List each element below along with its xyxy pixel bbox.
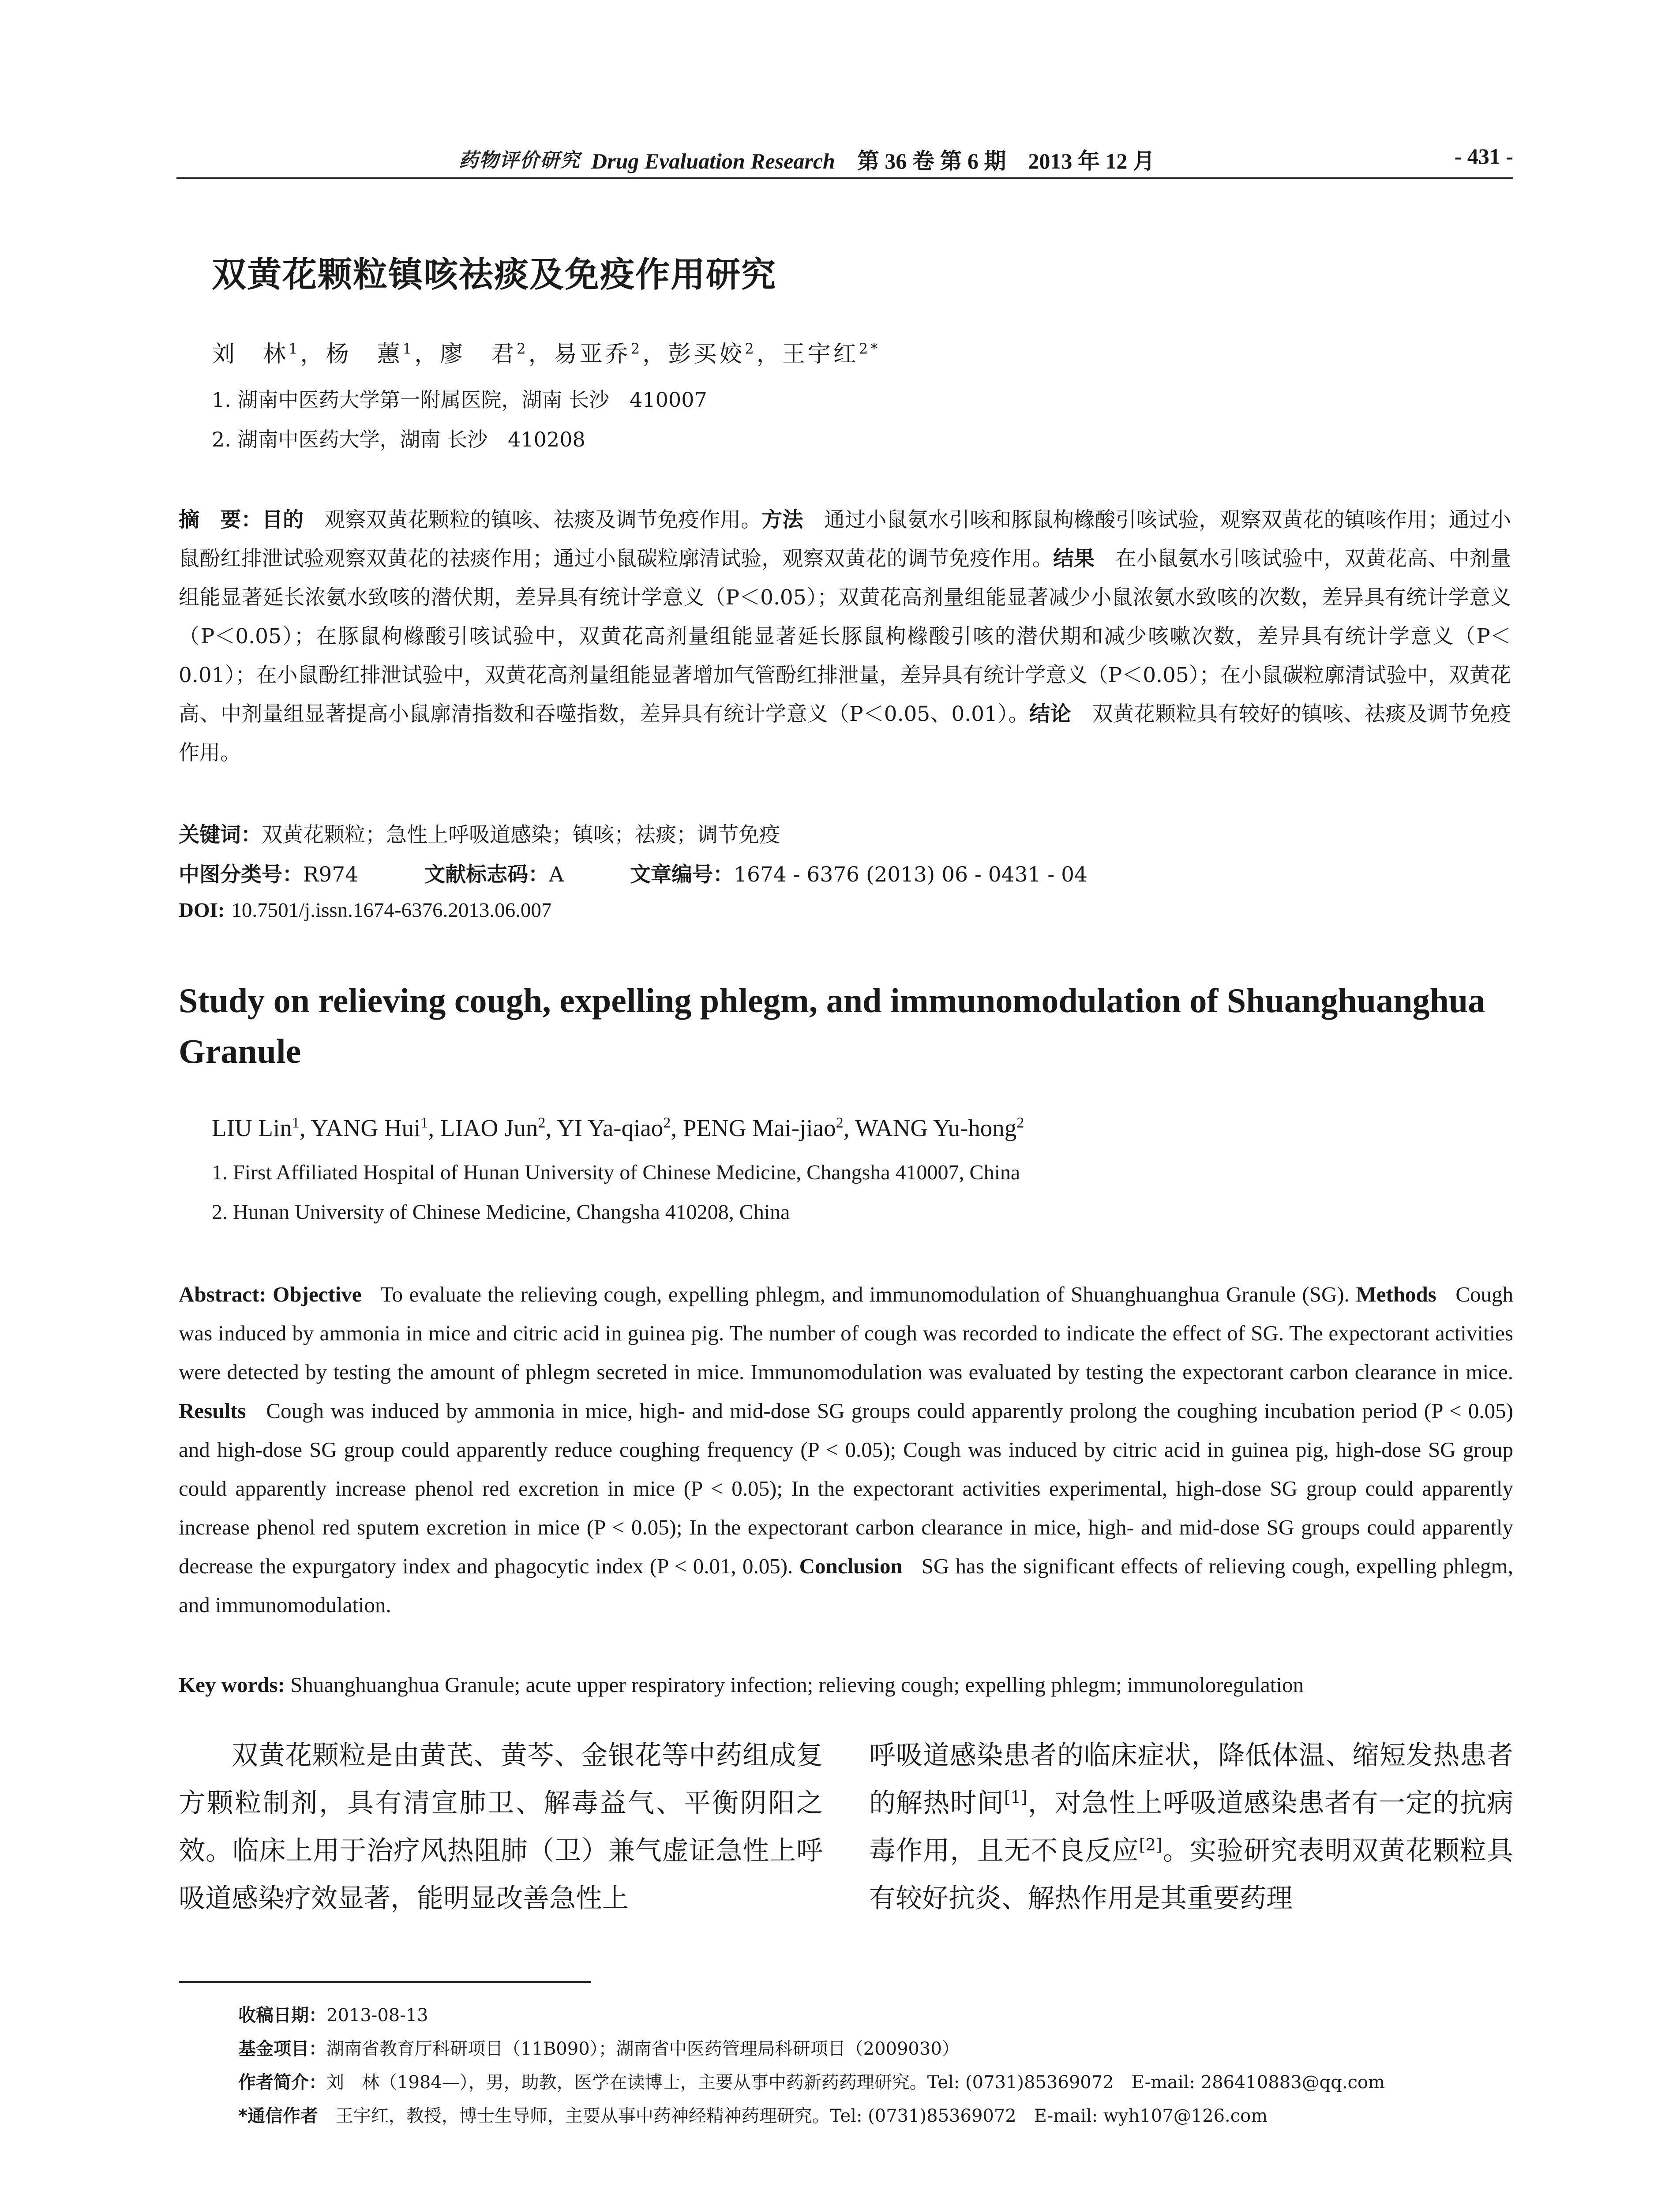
author-affiliation-mark: 1: [402, 340, 415, 357]
clc-value: R974: [303, 863, 359, 887]
author-affiliation-mark: 2*: [859, 340, 881, 357]
body-right-text-2: ，对急性上呼吸道感染患者有一定的抗病毒作用，且无不良反应: [869, 1788, 1513, 1866]
classification-line: [179, 858, 1088, 888]
author-name: 易亚乔: [554, 341, 631, 368]
en-methods-label: Methods: [1356, 1282, 1436, 1306]
corresponding-label: *通信作者: [238, 2106, 318, 2126]
author-separator: ，: [414, 341, 440, 368]
english-keywords: [179, 1666, 1513, 1704]
author-separator: ,: [428, 1114, 440, 1141]
corresponding-text: 王宇红，教授，博士生导师，主要从事中药神经精神药理研究。Tel: (0731)85369072 E-mail: wyh107@126.com: [335, 2106, 1268, 2126]
footnote-fund: [238, 2032, 1518, 2066]
running-header: [176, 143, 1513, 174]
chinese-affiliation-1: 1. 湖南中医药大学第一附属医院，湖南 长沙 410007: [212, 388, 707, 412]
author-separator: ,: [299, 1114, 311, 1141]
article-no-label: 文章编号：: [630, 863, 734, 887]
english-author-list: [212, 1114, 1024, 1142]
author-name: 彭买姣: [668, 341, 745, 368]
author-bio-text: 刘 林（1984—），男，助教，医学在读博士，主要从事中药新药药理研究。Tel: (0731)85369072 E-mail: 286410883@qq.com: [326, 2072, 1385, 2093]
author-name: 廖 君: [440, 341, 517, 368]
body-column-right: [869, 1732, 1513, 1922]
author-affiliation-mark: 1: [292, 1114, 300, 1131]
en-conclusion-text: SG has the significant effects of relieving cough, expelling phlegm, and immunomodulation.: [179, 1554, 1514, 1617]
author-separator: ,: [545, 1114, 557, 1141]
author-separator: ,: [671, 1114, 683, 1141]
chinese-keywords: [179, 818, 780, 848]
author-separator: ，: [528, 341, 554, 368]
author-affiliation-mark: 2: [836, 1114, 844, 1131]
body-right-text-1: 呼吸道感染患者的临床症状，降低体温、缩短发热患者的解热时间: [869, 1740, 1513, 1819]
citation-2[interactable]: [2]: [1139, 1835, 1162, 1854]
page-number: - 431 -: [1454, 144, 1513, 169]
methods-text: 通过小鼠氨水引咳和豚鼠枸橼酸引咳试验，观察双黄花的镇咳作用；通过小鼠酚红排泄试验观察双黄花的祛痰作用；通过小鼠碳粒廓清试验，观察双黄花的调节免疫作用。: [179, 508, 1511, 571]
english-affiliation-2: 2. Hunan University of Chinese Medicine, Changsha 410208, China: [212, 1201, 790, 1224]
author-affiliation-mark: 2: [745, 340, 757, 357]
en-objective-text: To evaluate the relieving cough, expelling phlegm, and immunomodulation of Shuanghuanghua Granule (SG).: [380, 1282, 1350, 1306]
body-right-text-3: 。实验研究表明双黄花颗粒具有较好抗炎、解热作用是其重要药理: [869, 1835, 1513, 1914]
footnote-author: [238, 2066, 1518, 2099]
author-affiliation-mark: 2: [630, 340, 643, 357]
en-keywords-label: Key words:: [179, 1673, 285, 1697]
header-rule: [176, 177, 1513, 179]
english-affiliation-1: 1. First Affiliated Hospital of Hunan University of Chinese Medicine, Changsha 410007, China: [212, 1161, 1020, 1184]
en-conclusion-label: Conclusion: [799, 1554, 903, 1578]
author-name: LIU Lin: [212, 1114, 292, 1141]
chinese-abstract: [179, 501, 1511, 773]
doi-label: DOI:: [179, 899, 225, 922]
footnotes: [238, 1999, 1518, 2133]
english-title: Study on relieving cough, expelling phlegm, and immunomodulation of Shuanghuanghua Granule: [179, 981, 1485, 1070]
author-affiliation-mark: 2: [1016, 1114, 1024, 1131]
body-column-left: 双黄花颗粒是由黄芪、黄芩、金银花等中药组成复方颗粒制剂，具有清宣肺卫、解毒益气、平衡阴阳之效。临床上用于治疗风热阻肺（卫）兼气虚证急性上呼吸道感染疗效显著，能明显改善急性上: [179, 1740, 823, 1914]
author-name: PENG Mai-jiao: [682, 1114, 836, 1141]
author-name: WANG Yu-hong: [855, 1114, 1017, 1141]
en-objective-label: Objective: [273, 1282, 362, 1306]
author-affiliation-mark: 2: [538, 1114, 546, 1131]
author-affiliation-mark: 2: [517, 340, 529, 357]
conclusion-text: 双黄花颗粒具有较好的镇咳、祛痰及调节免疫作用。: [179, 702, 1511, 765]
author-name: 杨 蕙: [326, 341, 403, 368]
received-date: 2013-08-13: [326, 2005, 428, 2026]
clc-label: 中图分类号：: [179, 863, 303, 887]
keywords-label: 关键词：: [179, 823, 262, 847]
author-name: 王宇红: [782, 341, 859, 368]
journal-logo: 药物评价研究: [459, 149, 581, 172]
results-label: 结果: [1053, 547, 1095, 571]
volume-issue-date: 第 36 卷 第 6 期 2013 年 12 月: [857, 149, 1155, 173]
author-separator: ，: [756, 341, 782, 368]
chinese-title: 双黄花颗粒镇咳祛痰及免疫作用研究: [212, 255, 777, 295]
article-no-value: 1674 - 6376 (2013) 06 - 0431 - 04: [734, 863, 1088, 887]
footnote-rule: [179, 1981, 591, 1983]
en-results-text: Cough was induced by ammonia in mice, high- and mid-dose SG groups could apparently prolong the coughing incubation period (P < 0.05) and high-dose SG group could apparently reduce coughing frequency (P < 0.05); Cough was induced by citric acid in guinea pig, high-dose SG group could apparently increase phenol red excretion in mice (P < 0.05); In the expectorant activities experimental, high-dose SG group could apparently increase phenol red sputem excretion in mice (P < 0.05); In the expectorant carbon clearance in mice, high- and mid-dose SG groups could apparently decrease the expurgatory index and phagocytic index (P < 0.01, 0.05).: [179, 1399, 1513, 1578]
methods-label: 方法: [761, 508, 803, 532]
doc-code-value: A: [549, 863, 564, 887]
en-abstract-label: Abstract:: [179, 1282, 266, 1306]
citation-1[interactable]: [1]: [1004, 1787, 1028, 1807]
doi-value: 10.7501/j.issn.1674-6376.2013.06.007: [231, 899, 552, 922]
author-name: YANG Hui: [311, 1114, 421, 1141]
chinese-author-list: [212, 335, 880, 368]
en-methods-text: Cough was induced by ammonia in mice and citric acid in guinea pig. The number of cough was recorded to indicate the effect of SG. The expectorant activities were detected by testing the amount of phlegm secreted in mice. Immunomodulation was evaluated by testing the expectorant carbon clearance in mice.: [179, 1282, 1514, 1384]
journal-issue-info: [591, 143, 1155, 175]
conclusion-label: 结论: [1029, 702, 1071, 726]
author-separator: ，: [300, 341, 326, 368]
author-name: 刘 林: [212, 341, 289, 368]
received-label: 收稿日期：: [238, 2005, 326, 2026]
chinese-affiliation-2: 2. 湖南中医药大学，湖南 长沙 410208: [212, 428, 585, 451]
author-separator: ，: [642, 341, 668, 368]
en-results-label: Results: [179, 1399, 246, 1423]
author-bio-label: 作者简介：: [238, 2072, 326, 2093]
results-text: 在小鼠氨水引咳试验中，双黄花高、中剂量组能显著延长浓氨水致咳的潜伏期，差异具有统计学意义（P＜0.05）；双黄花高剂量组能显著减少小鼠浓氨水致咳的次数，差异具有统计学意义（P＜0.05）；在豚鼠枸橼酸引咳试验中，双黄花高剂量组能显著延长豚鼠枸橼酸引咳的潜伏期和减少咳嗽次数，差异具有统计学意义（P＜0.01）；在小鼠酚红排泄试验中，双黄花高剂量组能显著增加气管酚红排泄量，差异具有统计学意义（P＜0.05）；在小鼠碳粒廓清试验中，双黄花高、中剂量组显著提高小鼠廓清指数和吞噬指数，差异具有统计学意义（P＜0.05、0.01）。: [179, 547, 1511, 726]
journal-english-name: Drug Evaluation Research: [591, 149, 835, 173]
author-affiliation-mark: 2: [663, 1114, 671, 1131]
author-separator: ,: [843, 1114, 855, 1141]
author-name: LIAO Jun: [440, 1114, 538, 1141]
abstract-label: 摘 要：: [179, 508, 262, 532]
english-abstract: [179, 1275, 1513, 1624]
author-name: YI Ya-qiao: [556, 1114, 664, 1141]
fund-text: 湖南省教育厅科研项目（11B090）；湖南省中医药管理局科研项目（2009030）: [326, 2039, 960, 2059]
doi-line: [179, 898, 551, 922]
author-affiliation-mark: 1: [420, 1114, 428, 1131]
fund-label: 基金项目：: [238, 2039, 326, 2059]
author-affiliation-mark: 1: [289, 340, 300, 357]
objective-text: 观察双黄花颗粒的镇咳、祛痰及调节免疫作用。: [324, 508, 762, 532]
footnote-received: [238, 1999, 1518, 2032]
keywords-text: 双黄花颗粒；急性上呼吸道感染；镇咳；祛痰；调节免疫: [262, 823, 780, 847]
objective-label: 目的: [262, 508, 304, 532]
doc-code-label: 文献标志码：: [424, 863, 549, 887]
en-keywords-text: Shuanghuanghua Granule; acute upper respiratory infection; relieving cough; expelling phlegm; immunoloregulation: [290, 1673, 1304, 1697]
footnote-corresponding: [238, 2099, 1518, 2133]
